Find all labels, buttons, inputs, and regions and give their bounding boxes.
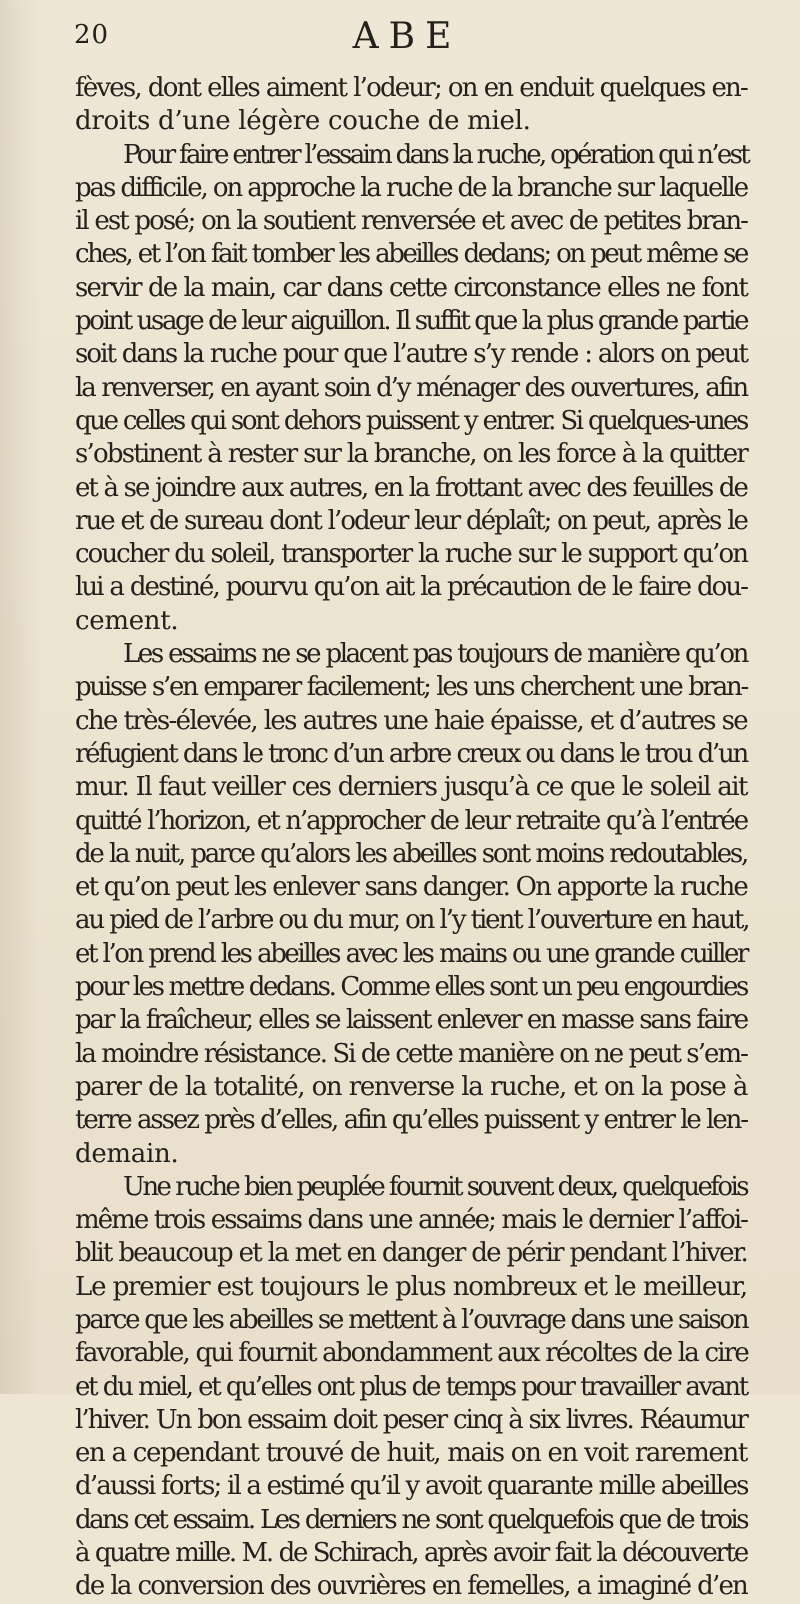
text-line: point usage de leur aiguillon. Il suffit que la plus grande partie [75,306,748,337]
text-line: et qu’on peut les enlever sans danger. On apporte la ruche [75,872,747,903]
text-line: par la fraîcheur, elles se laissent enlever en masse sans faire [75,1005,747,1036]
text-line: puisse s’en emparer facilement; les uns cherchent une bran- [75,672,747,703]
text-line: coucher du soleil, transporter la ruche sur le support qu’on [75,539,747,570]
text-line: que celles qui sont dehors puissent y entrer. Si quelques-unes [75,405,747,436]
text-line: s’obstinent à rester sur la branche, on les force à la quitter [75,439,747,470]
text-line: parce que les abeilles se mettent à l’ouvrage dans une saison [75,1304,748,1335]
text-line: pas difficile, on approche la ruche de la branche sur laquelle [75,172,747,203]
running-head: ABE [352,16,462,57]
text-line: parer de la totalité, on renverse la ruche, et on la pose à [75,1071,747,1102]
body-text [75,72,747,1604]
text-line: mur. Il faut veiller ces derniers jusqu’à ce que le soleil ait [75,772,747,803]
text-line: Une ruche bien peuplée fournit souvent deux, quelquefois [123,1171,748,1202]
page-header [74,16,740,64]
text-line: che très-élevée, les autres une haie épaisse, et d’autres se [75,705,747,736]
text-line: la renverser, en ayant soin d’y ménager des ouvertures, afin [75,372,747,403]
text-line: de la conversion des ouvrières en femelles, a imaginé d’en [75,1571,747,1602]
text-line: il est posé; on la soutient renversée et avec de petites bran- [75,206,747,237]
text-line: en a cependant trouvé de huit, mais on en voit rarement [75,1438,747,1469]
text-line: cement. [75,605,179,636]
text-line: et l’on prend les abeilles avec les mains ou une grande cuiller [75,938,747,969]
text-line: et du miel, et qu’elles ont plus de temps pour travailler avant [75,1371,747,1402]
text-line: demain. [75,1138,179,1169]
text-line: de la nuit, parce qu’alors les abeilles sont moins redoutables, [75,838,747,869]
text-line: Le premier est toujours le plus nombreux et le meilleur, [75,1271,747,1302]
text-line: lui a destiné, pourvu qu’on ait la précaution de le faire dou- [75,572,747,603]
text-line: blit beaucoup et la met en danger de périr pendant l’hiver. [75,1238,747,1269]
text-line: soit dans la ruche pour que l’autre s’y rende : alors on peut [75,339,747,370]
text-line: réfugient dans le tronc d’un arbre creux ou dans le trou d’un [75,738,747,769]
text-line: l’hiver. Un bon essaim doit peser cinq à six livres. Réaumur [75,1404,747,1435]
text-line: la moindre résistance. Si de cette manière on ne peut s’em- [75,1038,747,1069]
text-line: fèves, dont elles aiment l’odeur; on en enduit quelques en- [75,73,747,103]
text-line: Les essaims ne se placent pas toujours de manière qu’on [123,639,747,670]
text-line: au pied de l’arbre ou du mur, on l’y tient l’ouverture en haut, [75,905,749,936]
text-line: même trois essaims dans une année; mais le dernier l’affoi- [75,1205,747,1236]
text-line: rue et de sureau dont l’odeur leur déplaît; on peut, après le [75,505,747,536]
text-line: ches, et l’on fait tomber les abeilles dedans; on peut même se [75,239,747,270]
text-line: pour les mettre dedans. Comme elles sont un peu engourdies [75,972,747,1003]
text-line: dans cet essaim. Les derniers ne sont quelquefois que de trois [75,1504,747,1535]
page-number: 20 [74,20,110,50]
text-line: droits d’une légère couche de miel. [75,106,531,137]
text-line: Pour faire entrer l’essaim dans la ruche, opération qui n’est [123,139,748,170]
text-line: quitté l’horizon, et n’approcher de leur retraite qu’à l’entrée [75,805,747,836]
text-line: favorable, qui fournit abondamment aux récoltes de la cire [75,1338,748,1369]
text-line: terre assez près d’elles, afin qu’elles puissent y entrer le len- [75,1105,747,1136]
text-line: servir de la main, car dans cette circonstance elles ne font [75,272,747,303]
text-line: d’aussi forts; il a estimé qu’il y avoit quarante mille abeilles [75,1471,748,1502]
text-line: et à se joindre aux autres, en la frottant avec des feuilles de [75,472,747,503]
text-line: à quatre mille. M. de Schirach, après avoir fait la découverte [75,1538,747,1569]
